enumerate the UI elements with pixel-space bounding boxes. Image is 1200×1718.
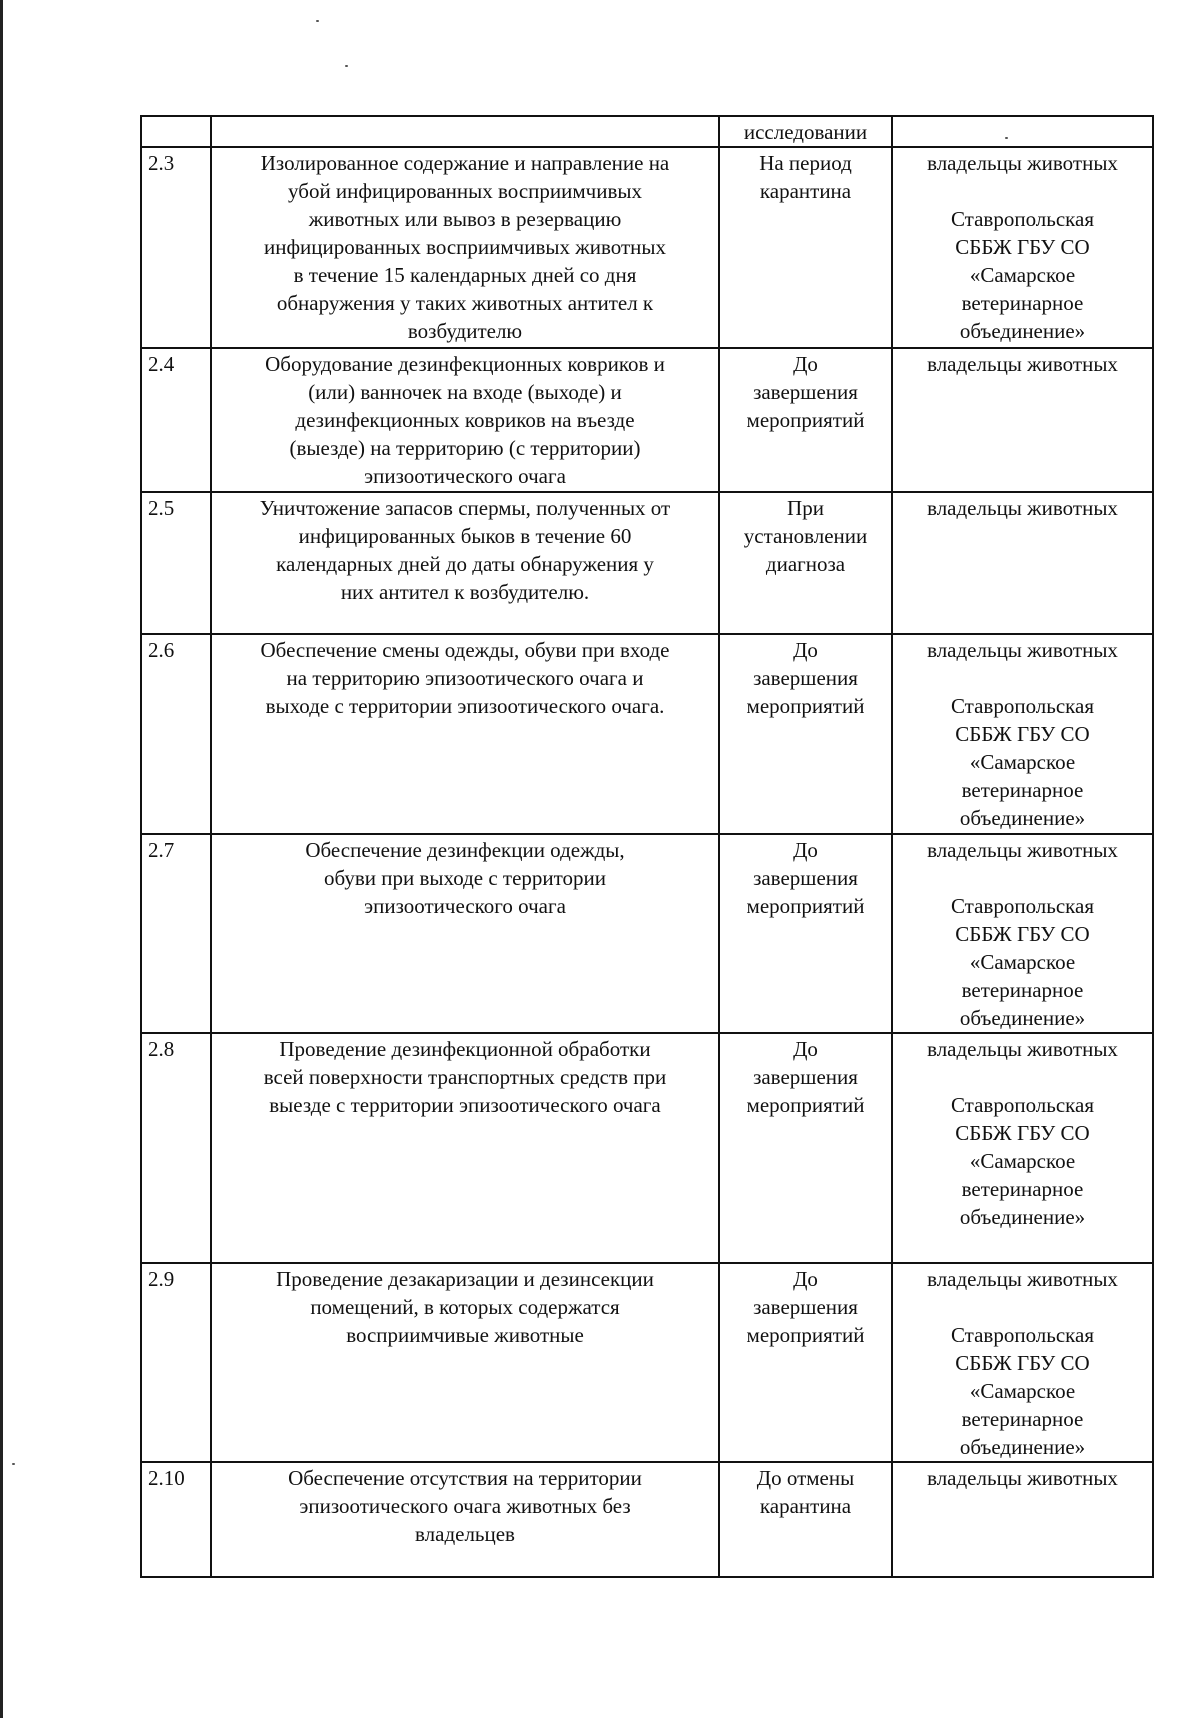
- table-row: [141, 348, 1153, 492]
- measure-responsible-line: объединение»: [959, 806, 1086, 830]
- measure-deadline-line: До: [793, 1267, 818, 1291]
- row-number-text: 2.3: [148, 151, 175, 175]
- measure-description-line: животных или вывоз в резервацию: [308, 207, 622, 231]
- measure-description-line: восприимчивые животные: [346, 1323, 584, 1347]
- measure-responsible-line: владельцы животных: [927, 151, 1118, 175]
- row-number-text: 2.10: [148, 1466, 185, 1490]
- measure-responsible-line: СББЖ ГБУ СО: [955, 1121, 1090, 1145]
- measure-description-line: эпизоотического очага: [364, 464, 566, 488]
- table-row: [141, 147, 1153, 348]
- measure-deadline-line: завершения: [753, 1065, 858, 1089]
- measure-description-line: в течение 15 календарных дней со дня: [293, 263, 637, 287]
- measure-description-line: Проведение дезакаризации и дезинсекции: [276, 1267, 654, 1291]
- measure-deadline-line: мероприятий: [746, 694, 865, 718]
- measure-deadline-line: мероприятий: [746, 894, 865, 918]
- measure-responsible-line: «Самарское: [969, 263, 1076, 287]
- measure-deadline-line: карантина: [759, 179, 852, 203]
- row-number: [141, 116, 211, 147]
- measure-responsible-line: ветеринарное: [961, 1407, 1084, 1431]
- measure-description-line: возбудителю: [407, 319, 523, 343]
- row-number: [141, 348, 211, 492]
- measure-responsible-line: «Самарское: [969, 950, 1076, 974]
- measure-description-line: помещений, в которых содержатся: [310, 1295, 620, 1319]
- measure-responsible-line: Ставропольская: [950, 694, 1095, 718]
- measure-description-line: (или) ванночек на входе (выходе) и: [308, 380, 622, 404]
- row-number: [141, 492, 211, 634]
- table-row: [141, 116, 1153, 147]
- table-row: [141, 1462, 1153, 1577]
- measure-deadline-line: завершения: [753, 1295, 858, 1319]
- measure-deadline: [719, 1462, 892, 1577]
- measure-description: [211, 1263, 719, 1462]
- measure-responsible-line: ветеринарное: [961, 778, 1084, 802]
- measure-deadline-line: мероприятий: [746, 1093, 865, 1117]
- measure-deadline: [719, 1263, 892, 1462]
- measure-responsible: [892, 834, 1153, 1033]
- measure-responsible-line: СББЖ ГБУ СО: [955, 922, 1090, 946]
- measure-description-line: эпизоотического очага: [364, 894, 566, 918]
- measure-description-line: выходе с территории эпизоотического очага.: [265, 694, 665, 718]
- row-number: [141, 1263, 211, 1462]
- measure-description-line: инфицированных быков в течение 60: [298, 524, 632, 548]
- measure-responsible-line: владельцы животных: [927, 496, 1118, 520]
- measure-description-line: Изолированное содержание и направление на: [260, 151, 670, 175]
- measure-responsible-line: ветеринарное: [961, 1177, 1084, 1201]
- row-number: [141, 1033, 211, 1263]
- measure-responsible-line: Ставропольская: [950, 1093, 1095, 1117]
- measure-deadline-line: карантина: [759, 1494, 852, 1518]
- row-number: [141, 147, 211, 348]
- measure-responsible-line: Ставропольская: [950, 207, 1095, 231]
- measure-deadline-line: установлении: [743, 524, 868, 548]
- measure-responsible-line: Ставропольская: [950, 1323, 1095, 1347]
- measure-deadline-line: исследовании: [743, 120, 868, 144]
- measure-responsible-line: объединение»: [959, 319, 1086, 343]
- row-number-text: 2.7: [148, 838, 175, 862]
- measure-description-line: Проведение дезинфекционной обработки: [279, 1037, 651, 1061]
- row-number: [141, 834, 211, 1033]
- measure-responsible-line: «Самарское: [969, 750, 1076, 774]
- measures-table: [140, 115, 1154, 1578]
- measure-responsible-line: СББЖ ГБУ СО: [955, 235, 1090, 259]
- measure-description: [211, 116, 719, 147]
- measure-deadline: [719, 492, 892, 634]
- measure-responsible-line: владельцы животных: [927, 638, 1118, 662]
- measure-deadline-line: мероприятий: [746, 408, 865, 432]
- measure-responsible-line: ветеринарное: [961, 978, 1084, 1002]
- table-body: [141, 116, 1153, 1577]
- measure-description: [211, 1033, 719, 1263]
- measure-description-line: календарных дней до даты обнаружения у: [276, 552, 654, 576]
- measure-responsible: [892, 116, 1153, 147]
- measure-responsible-line: «Самарское: [969, 1149, 1076, 1173]
- measure-responsible-line: [899, 1063, 1146, 1091]
- measure-description-line: на территорию эпизоотического очага и: [286, 666, 644, 690]
- measure-responsible: [892, 1033, 1153, 1263]
- table-row: [141, 492, 1153, 634]
- measure-description-line: дезинфекционных ковриков на въезде: [295, 408, 635, 432]
- measure-responsible-line: [899, 1293, 1146, 1321]
- measure-responsible-line: владельцы животных: [927, 1037, 1118, 1061]
- measure-description-line: обуви при выходе с территории: [323, 866, 607, 890]
- measure-responsible-line: владельцы животных: [927, 838, 1118, 862]
- measure-responsible-line: «Самарское: [969, 1379, 1076, 1403]
- measure-responsible: [892, 147, 1153, 348]
- measure-responsible-line: Ставропольская: [950, 894, 1095, 918]
- row-number-text: 2.6: [148, 638, 175, 662]
- measure-description-line: владельцев: [415, 1522, 515, 1546]
- measure-deadline: [719, 147, 892, 348]
- measure-deadline: [719, 634, 892, 834]
- measure-deadline-line: диагноза: [765, 552, 846, 576]
- measure-responsible-line: владельцы животных: [927, 1267, 1118, 1291]
- row-number-text: 2.5: [148, 496, 175, 520]
- measure-description-line: всей поверхности транспортных средств при: [263, 1065, 667, 1089]
- measure-description: [211, 834, 719, 1033]
- measure-responsible: [892, 1263, 1153, 1462]
- measure-description: [211, 492, 719, 634]
- measure-deadline-line: До: [793, 838, 818, 862]
- table-row: [141, 1263, 1153, 1462]
- measure-description-line: Обеспечение смены одежды, обуви при входе: [260, 638, 670, 662]
- measure-responsible-line: [899, 664, 1146, 692]
- measure-description: [211, 348, 719, 492]
- measure-responsible-line: ветеринарное: [961, 291, 1084, 315]
- measure-description-line: Обеспечение отсутствия на территории: [288, 1466, 642, 1490]
- measure-description-line: инфицированных восприимчивых животных: [263, 235, 667, 259]
- measure-description-line: (выезде) на территорию (с территории): [289, 436, 641, 460]
- row-number-text: 2.9: [148, 1267, 175, 1291]
- measure-deadline-line: До: [793, 638, 818, 662]
- row-number: [141, 634, 211, 834]
- measure-description-line: Оборудование дезинфекционных ковриков и: [265, 352, 665, 376]
- measure-deadline-line: завершения: [753, 666, 858, 690]
- measure-description: [211, 634, 719, 834]
- scan-speck: [316, 20, 319, 22]
- measure-deadline-line: На период: [759, 151, 852, 175]
- measure-responsible-line: СББЖ ГБУ СО: [955, 1351, 1090, 1375]
- measure-deadline-line: До: [793, 352, 818, 376]
- measure-deadline-line: При: [787, 496, 824, 520]
- measure-deadline-line: мероприятий: [746, 1323, 865, 1347]
- measure-responsible-line: объединение»: [959, 1205, 1086, 1229]
- measure-deadline-line: До отмены: [756, 1466, 855, 1490]
- row-number-text: 2.8: [148, 1037, 175, 1061]
- measure-responsible: [892, 492, 1153, 634]
- measure-responsible-line: объединение»: [959, 1435, 1086, 1459]
- table-row: [141, 834, 1153, 1033]
- measure-responsible-line: [899, 864, 1146, 892]
- measure-deadline-line: завершения: [753, 866, 858, 890]
- row-number-text: 2.4: [148, 352, 175, 376]
- measure-description-line: Обеспечение дезинфекции одежды,: [305, 838, 625, 862]
- measure-description: [211, 147, 719, 348]
- table-row: [141, 634, 1153, 834]
- scan-edge: [0, 0, 3, 1718]
- measure-deadline: [719, 834, 892, 1033]
- measure-deadline-line: До: [793, 1037, 818, 1061]
- measure-responsible-line: владельцы животных: [927, 352, 1118, 376]
- measure-description-line: обнаружения у таких животных антител к: [276, 291, 654, 315]
- measure-deadline: [719, 348, 892, 492]
- measure-responsible-line: [899, 177, 1146, 205]
- measure-responsible-line: владельцы животных: [927, 1466, 1118, 1490]
- row-number: [141, 1462, 211, 1577]
- measure-deadline: [719, 116, 892, 147]
- table-row: [141, 1033, 1153, 1263]
- measure-responsible-line: СББЖ ГБУ СО: [955, 722, 1090, 746]
- scan-speck: [12, 1463, 15, 1465]
- measure-description: [211, 1462, 719, 1577]
- measure-description-line: выезде с территории эпизоотического очага: [269, 1093, 661, 1117]
- measure-responsible: [892, 634, 1153, 834]
- scan-speck: [345, 65, 348, 67]
- measure-description-line: них антител к возбудителю.: [340, 580, 590, 604]
- measure-deadline-line: завершения: [753, 380, 858, 404]
- measure-description-line: эпизоотического очага животных без: [299, 1494, 631, 1518]
- measure-responsible: [892, 1462, 1153, 1577]
- measure-deadline: [719, 1033, 892, 1263]
- measure-responsible-line: объединение»: [959, 1006, 1086, 1030]
- measure-responsible: [892, 348, 1153, 492]
- measure-description-line: Уничтожение запасов спермы, полученных от: [259, 496, 671, 520]
- measure-description-line: убой инфицированных восприимчивых: [288, 179, 642, 203]
